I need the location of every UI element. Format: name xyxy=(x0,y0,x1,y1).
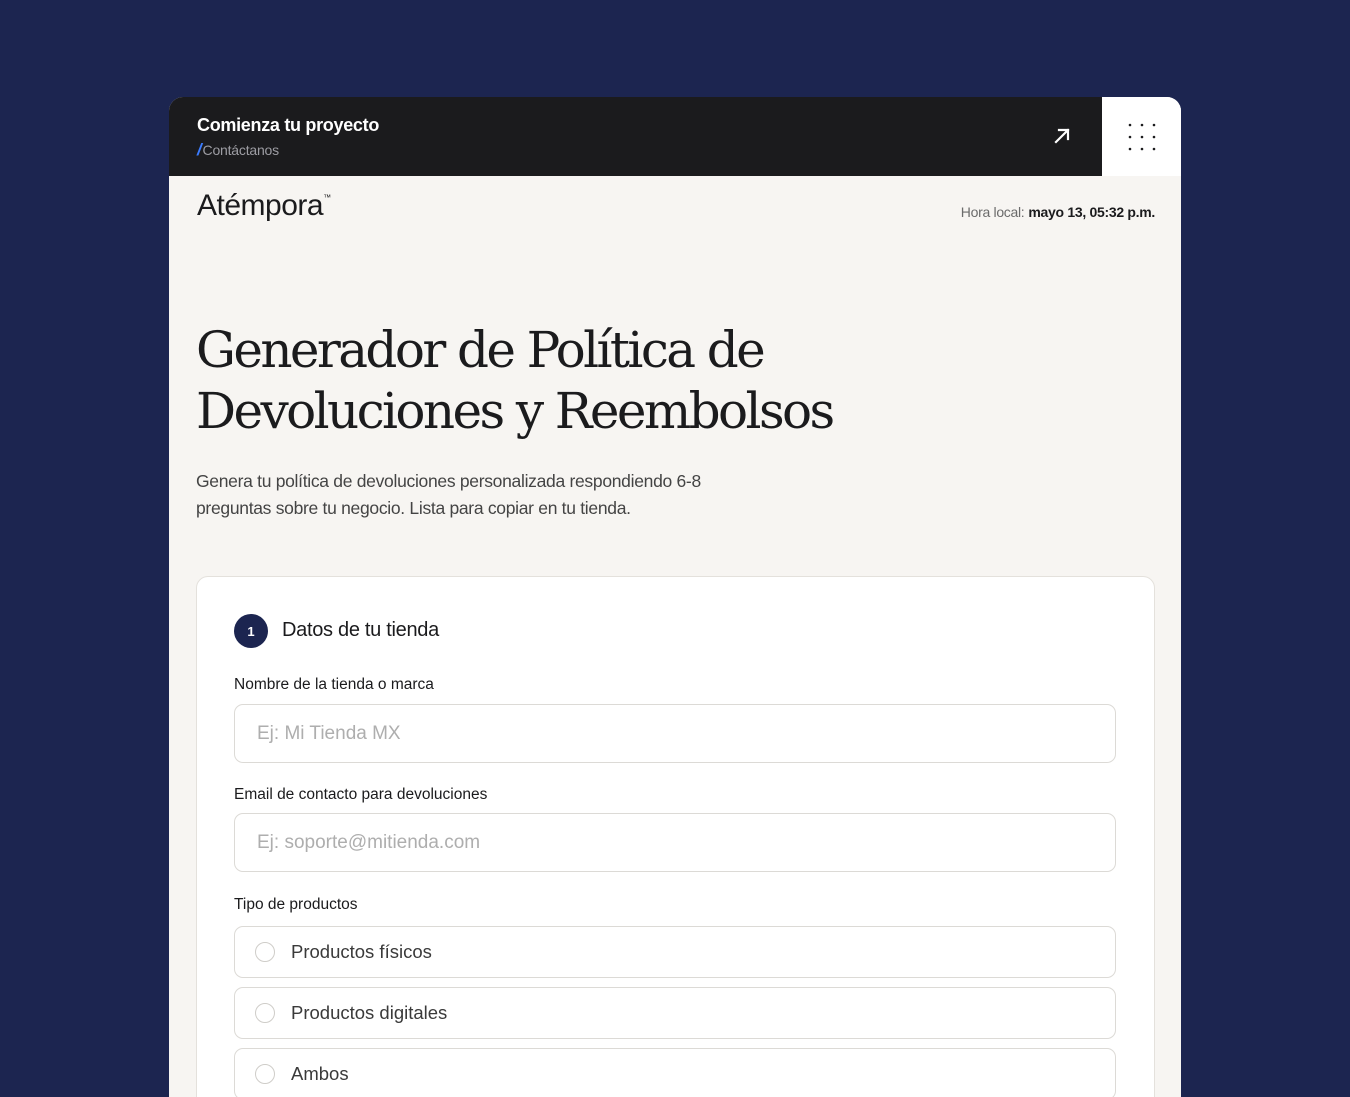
radio-option-both[interactable] xyxy=(234,1048,1116,1097)
cta-slash: / xyxy=(197,140,202,159)
app-window xyxy=(169,97,1181,1097)
radio-option-physical[interactable] xyxy=(234,926,1116,978)
email-label: Email de contacto para devoluciones xyxy=(234,786,488,803)
page-description: Genera tu política de devoluciones personalizada respondiendo 6-8 preguntas sobre tu negocio. Lista para copiar en tu tienda. xyxy=(196,471,701,518)
radio-circle-icon[interactable] xyxy=(255,942,275,962)
step-title: Datos de tu tienda xyxy=(282,619,439,641)
form-card xyxy=(196,576,1155,1097)
store-name-label: Nombre de la tienda o marca xyxy=(234,676,434,693)
menu-button[interactable] xyxy=(1102,97,1181,176)
radio-option-digital[interactable] xyxy=(234,987,1116,1039)
radio-label: Productos físicos xyxy=(291,941,432,962)
store-name-input[interactable] xyxy=(234,704,1116,763)
radio-label: Ambos xyxy=(291,1063,349,1084)
local-time-label: Hora local: xyxy=(960,204,1025,220)
logo-trademark: ™ xyxy=(323,193,331,202)
radio-label: Productos digitales xyxy=(291,1002,448,1023)
contact-cta-bar[interactable] xyxy=(169,97,1102,176)
radio-circle-icon[interactable] xyxy=(255,1064,275,1084)
page-title-line2: Devoluciones y Reembolsos xyxy=(196,382,833,440)
brand-logo[interactable] xyxy=(197,189,331,223)
logo-text: Atémpora xyxy=(197,189,324,222)
step-number-badge: 1 xyxy=(234,614,268,648)
cta-title[interactable]: Comienza tu proyecto xyxy=(197,115,380,135)
product-type-label: Tipo de productos xyxy=(234,896,358,913)
page-title-line1: Generador de Política de xyxy=(196,321,764,379)
cta-subtitle: Contáctanos xyxy=(202,142,279,158)
local-time-value: mayo 13, 05:32 p.m. xyxy=(1028,204,1155,220)
cta-subtitle-link[interactable] xyxy=(197,140,279,160)
local-time xyxy=(961,204,1155,220)
email-input[interactable] xyxy=(234,813,1116,872)
grid-dots-icon xyxy=(1128,123,1156,151)
arrow-up-right-icon[interactable] xyxy=(1047,121,1077,151)
page-title xyxy=(196,320,956,442)
radio-circle-icon[interactable] xyxy=(255,1003,275,1023)
